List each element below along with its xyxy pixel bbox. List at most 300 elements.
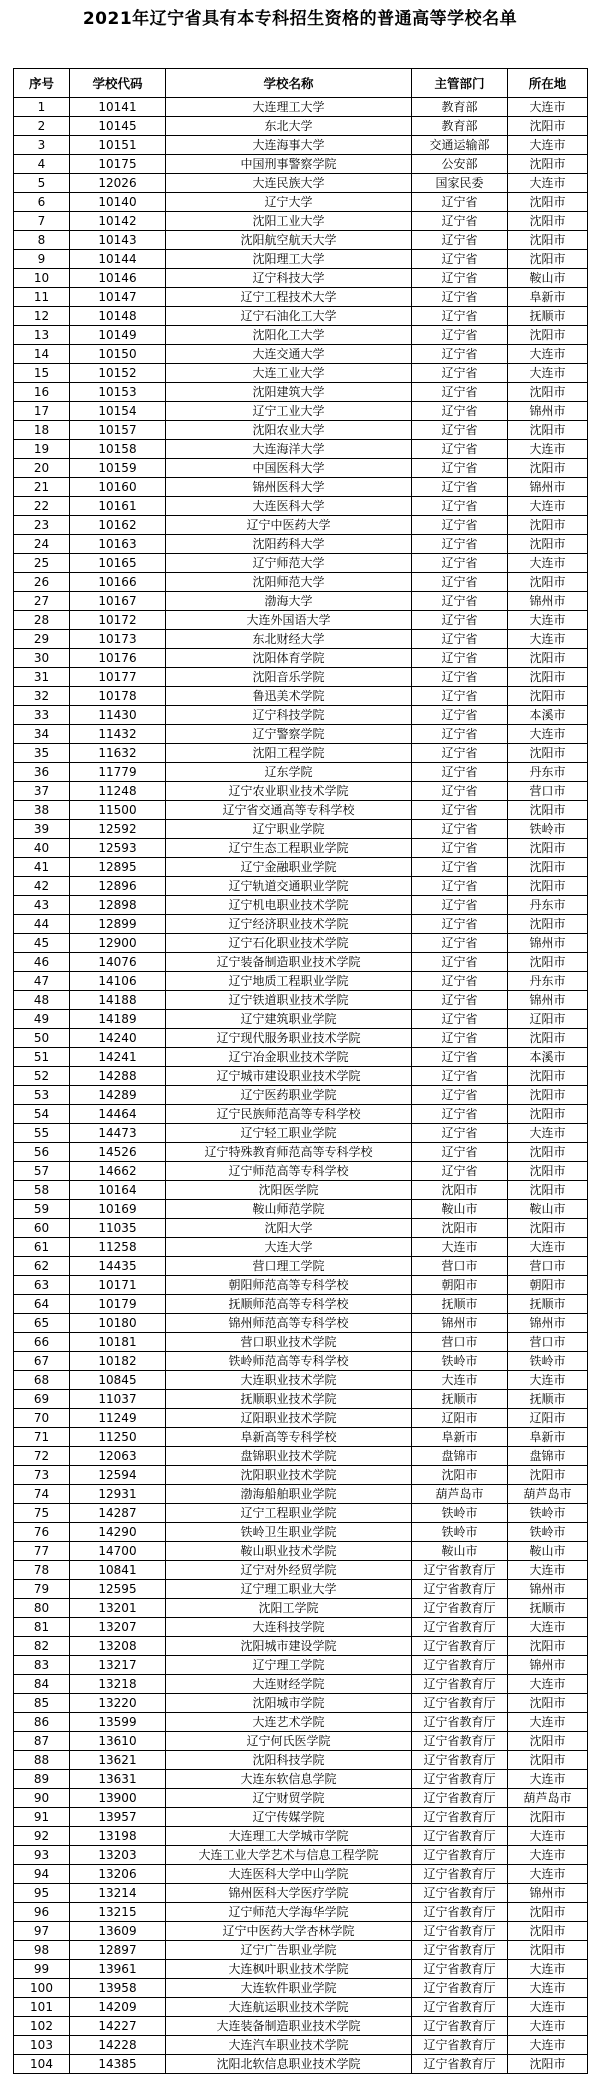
table-row [14,725,588,744]
cell-city: 沈阳市 [508,668,588,687]
table-row [14,1447,588,1466]
cell-dept: 辽宁省教育厅 [412,1561,508,1580]
cell-dept: 辽宁省 [412,364,508,383]
table-row [14,2017,588,2036]
table-row [14,1732,588,1751]
cell-city: 葫芦岛市 [508,1789,588,1808]
cell-city: 大连市 [508,611,588,630]
cell-no: 85 [14,1694,70,1713]
cell-dept: 辽宁省 [412,402,508,421]
cell-dept: 辽宁省 [412,991,508,1010]
cell-name: 营口职业技术学院 [166,1333,412,1352]
cell-dept: 辽宁省教育厅 [412,1846,508,1865]
cell-city: 锦州市 [508,934,588,953]
cell-dept: 辽宁省 [412,972,508,991]
cell-name: 阜新高等专科学校 [166,1428,412,1447]
cell-name: 辽宁传媒学院 [166,1808,412,1827]
cell-code: 13203 [70,1846,166,1865]
table-row [14,972,588,991]
cell-no: 19 [14,440,70,459]
table-row [14,1409,588,1428]
cell-code: 10158 [70,440,166,459]
cell-name: 辽宁工程技术大学 [166,288,412,307]
table-row [14,801,588,820]
cell-name: 抚顺职业技术学院 [166,1390,412,1409]
cell-code: 13207 [70,1618,166,1637]
cell-code: 13621 [70,1751,166,1770]
cell-code: 10164 [70,1181,166,1200]
cell-dept: 沈阳市 [412,1219,508,1238]
cell-name: 辽宁工程职业学院 [166,1504,412,1523]
table-row [14,117,588,136]
cell-name: 沈阳医学院 [166,1181,412,1200]
cell-no: 8 [14,231,70,250]
cell-no: 36 [14,763,70,782]
cell-city: 沈阳市 [508,1922,588,1941]
cell-name: 辽宁农业职业技术学院 [166,782,412,801]
cell-code: 11249 [70,1409,166,1428]
cell-code: 10159 [70,459,166,478]
cell-no: 54 [14,1105,70,1124]
cell-city: 沈阳市 [508,1029,588,1048]
cell-no: 97 [14,1922,70,1941]
cell-no: 60 [14,1219,70,1238]
table-row [14,1808,588,1827]
table-row [14,687,588,706]
cell-code: 10167 [70,592,166,611]
cell-no: 94 [14,1865,70,1884]
cell-no: 77 [14,1542,70,1561]
cell-code: 10145 [70,117,166,136]
table-row [14,1162,588,1181]
cell-dept: 辽宁省 [412,497,508,516]
cell-dept: 辽宁省 [412,478,508,497]
cell-name: 辽宁何氏医学院 [166,1732,412,1751]
cell-dept: 辽宁省 [412,516,508,535]
cell-code: 13198 [70,1827,166,1846]
cell-city: 大连市 [508,1960,588,1979]
cell-dept: 营口市 [412,1333,508,1352]
cell-no: 81 [14,1618,70,1637]
table-row [14,288,588,307]
cell-dept: 辽宁省 [412,250,508,269]
cell-city: 锦州市 [508,1656,588,1675]
cell-no: 96 [14,1903,70,1922]
cell-dept: 辽宁省 [412,630,508,649]
cell-no: 102 [14,2017,70,2036]
cell-no: 104 [14,2055,70,2074]
cell-name: 大连医科大学 [166,497,412,516]
cell-city: 鞍山市 [508,1542,588,1561]
cell-city: 沈阳市 [508,231,588,250]
cell-city: 沈阳市 [508,383,588,402]
cell-code: 10171 [70,1276,166,1295]
cell-code: 13201 [70,1599,166,1618]
table-row [14,630,588,649]
cell-code: 10148 [70,307,166,326]
cell-dept: 辽宁省 [412,706,508,725]
cell-no: 45 [14,934,70,953]
cell-no: 28 [14,611,70,630]
cell-code: 10178 [70,687,166,706]
cell-name: 中国刑事警察学院 [166,155,412,174]
cell-no: 41 [14,858,70,877]
cell-no: 74 [14,1485,70,1504]
cell-code: 10150 [70,345,166,364]
table-row [14,1276,588,1295]
table-row [14,1789,588,1808]
cell-name: 大连航运职业技术学院 [166,1998,412,2017]
cell-no: 12 [14,307,70,326]
cell-no: 9 [14,250,70,269]
cell-code: 14289 [70,1086,166,1105]
table-row [14,820,588,839]
cell-no: 15 [14,364,70,383]
cell-dept: 辽宁省 [412,801,508,820]
cell-no: 61 [14,1238,70,1257]
cell-name: 辽宁铁道职业技术学院 [166,991,412,1010]
cell-code: 13215 [70,1903,166,1922]
cell-city: 本溪市 [508,706,588,725]
cell-dept: 辽宁省教育厅 [412,2055,508,2074]
cell-city: 沈阳市 [508,1143,588,1162]
cell-dept: 大连市 [412,1238,508,1257]
cell-city: 大连市 [508,440,588,459]
cell-dept: 辽宁省 [412,858,508,877]
cell-city: 大连市 [508,1238,588,1257]
cell-code: 10179 [70,1295,166,1314]
table-row [14,269,588,288]
cell-city: 铁岭市 [508,1504,588,1523]
cell-no: 11 [14,288,70,307]
cell-name: 辽宁金融职业学院 [166,858,412,877]
cell-code: 13961 [70,1960,166,1979]
cell-no: 33 [14,706,70,725]
cell-code: 14076 [70,953,166,972]
table-row [14,1941,588,1960]
cell-city: 沈阳市 [508,1808,588,1827]
cell-city: 沈阳市 [508,516,588,535]
cell-city: 鞍山市 [508,269,588,288]
cell-city: 沈阳市 [508,858,588,877]
cell-code: 13214 [70,1884,166,1903]
cell-code: 14435 [70,1257,166,1276]
cell-no: 56 [14,1143,70,1162]
table-row [14,1656,588,1675]
table-row [14,1599,588,1618]
cell-name: 沈阳职业技术学院 [166,1466,412,1485]
cell-no: 68 [14,1371,70,1390]
cell-city: 沈阳市 [508,1732,588,1751]
cell-no: 23 [14,516,70,535]
cell-dept: 辽宁省 [412,1048,508,1067]
cell-dept: 辽宁省 [412,820,508,839]
header-dept: 主管部门 [412,69,508,98]
cell-city: 丹东市 [508,896,588,915]
table-row [14,174,588,193]
cell-city: 铁岭市 [508,1523,588,1542]
cell-dept: 辽宁省教育厅 [412,2017,508,2036]
cell-code: 13958 [70,1979,166,1998]
cell-code: 10165 [70,554,166,573]
cell-code: 14227 [70,2017,166,2036]
cell-name: 沈阳体育学院 [166,649,412,668]
table-row [14,497,588,516]
cell-city: 葫芦岛市 [508,1485,588,1504]
cell-code: 10140 [70,193,166,212]
cell-city: 盘锦市 [508,1447,588,1466]
cell-no: 22 [14,497,70,516]
cell-name: 辽宁冶金职业技术学院 [166,1048,412,1067]
cell-dept: 辽宁省 [412,896,508,915]
cell-code: 10146 [70,269,166,288]
cell-city: 沈阳市 [508,193,588,212]
cell-no: 69 [14,1390,70,1409]
cell-city: 沈阳市 [508,839,588,858]
table-row [14,1618,588,1637]
table-row [14,1542,588,1561]
cell-name: 辽宁科技大学 [166,269,412,288]
cell-code: 12899 [70,915,166,934]
table-row [14,98,588,117]
cell-code: 13610 [70,1732,166,1751]
cell-city: 鞍山市 [508,1200,588,1219]
cell-no: 57 [14,1162,70,1181]
cell-city: 沈阳市 [508,155,588,174]
cell-city: 大连市 [508,1846,588,1865]
cell-city: 辽阳市 [508,1409,588,1428]
cell-no: 58 [14,1181,70,1200]
cell-dept: 辽宁省教育厅 [412,1618,508,1637]
cell-no: 84 [14,1675,70,1694]
table-row [14,231,588,250]
table-row [14,839,588,858]
cell-dept: 铁岭市 [412,1352,508,1371]
cell-code: 13208 [70,1637,166,1656]
cell-name: 辽宁师范大学 [166,554,412,573]
table-row [14,668,588,687]
cell-name: 大连艺术学院 [166,1713,412,1732]
header-name: 学校名称 [166,69,412,98]
cell-city: 抚顺市 [508,1295,588,1314]
cell-no: 27 [14,592,70,611]
cell-dept: 辽宁省 [412,725,508,744]
cell-city: 沈阳市 [508,1219,588,1238]
table-row [14,1694,588,1713]
cell-code: 12900 [70,934,166,953]
cell-dept: 辽宁省 [412,535,508,554]
header-code: 学校代码 [70,69,166,98]
cell-city: 营口市 [508,782,588,801]
cell-no: 76 [14,1523,70,1542]
cell-name: 沈阳大学 [166,1219,412,1238]
table-row [14,1010,588,1029]
table-row [14,1523,588,1542]
cell-code: 10177 [70,668,166,687]
cell-dept: 锦州市 [412,1314,508,1333]
cell-no: 37 [14,782,70,801]
table-row [14,345,588,364]
cell-city: 沈阳市 [508,326,588,345]
cell-city: 大连市 [508,1561,588,1580]
cell-dept: 阜新市 [412,1428,508,1447]
cell-code: 14464 [70,1105,166,1124]
table-row [14,991,588,1010]
cell-city: 沈阳市 [508,459,588,478]
cell-name: 辽宁警察学院 [166,725,412,744]
cell-dept: 辽宁省教育厅 [412,1865,508,1884]
cell-code: 10153 [70,383,166,402]
cell-code: 14240 [70,1029,166,1048]
cell-code: 12595 [70,1580,166,1599]
cell-no: 70 [14,1409,70,1428]
cell-city: 沈阳市 [508,953,588,972]
table-row [14,1219,588,1238]
cell-name: 沈阳工业大学 [166,212,412,231]
cell-no: 82 [14,1637,70,1656]
cell-no: 50 [14,1029,70,1048]
cell-name: 辽宁职业学院 [166,820,412,839]
cell-name: 鞍山职业技术学院 [166,1542,412,1561]
cell-city: 大连市 [508,364,588,383]
cell-code: 14473 [70,1124,166,1143]
cell-code: 10154 [70,402,166,421]
table-row [14,1371,588,1390]
table-row [14,1333,588,1352]
cell-code: 12594 [70,1466,166,1485]
table-row [14,1846,588,1865]
table-row [14,1561,588,1580]
cell-name: 辽宁机电职业技术学院 [166,896,412,915]
cell-code: 10157 [70,421,166,440]
cell-city: 锦州市 [508,592,588,611]
cell-dept: 辽宁省 [412,1086,508,1105]
cell-dept: 辽宁省 [412,763,508,782]
table-row [14,364,588,383]
cell-city: 抚顺市 [508,1390,588,1409]
cell-no: 90 [14,1789,70,1808]
school-table [13,68,588,2074]
cell-dept: 辽宁省 [412,744,508,763]
cell-name: 沈阳音乐学院 [166,668,412,687]
cell-name: 沈阳建筑大学 [166,383,412,402]
table-row [14,934,588,953]
cell-dept: 辽宁省 [412,1105,508,1124]
table-row [14,1295,588,1314]
cell-code: 11432 [70,725,166,744]
cell-dept: 辽宁省 [412,383,508,402]
cell-city: 大连市 [508,1675,588,1694]
cell-no: 3 [14,136,70,155]
cell-no: 2 [14,117,70,136]
cell-code: 11250 [70,1428,166,1447]
cell-no: 80 [14,1599,70,1618]
cell-city: 铁岭市 [508,820,588,839]
cell-name: 辽宁现代服务职业技术学院 [166,1029,412,1048]
table-row [14,1713,588,1732]
cell-dept: 辽宁省教育厅 [412,1979,508,1998]
table-row [14,1143,588,1162]
cell-name: 大连外国语大学 [166,611,412,630]
cell-code: 13609 [70,1922,166,1941]
cell-name: 沈阳药科大学 [166,535,412,554]
cell-name: 渤海大学 [166,592,412,611]
table-row [14,763,588,782]
cell-city: 大连市 [508,1998,588,2017]
cell-code: 10151 [70,136,166,155]
table-row [14,1428,588,1447]
cell-no: 83 [14,1656,70,1675]
cell-code: 14228 [70,2036,166,2055]
cell-name: 辽宁经济职业技术学院 [166,915,412,934]
cell-name: 大连大学 [166,1238,412,1257]
cell-name: 沈阳农业大学 [166,421,412,440]
cell-code: 13599 [70,1713,166,1732]
cell-city: 辽阳市 [508,1010,588,1029]
cell-no: 88 [14,1751,70,1770]
cell-code: 14700 [70,1542,166,1561]
cell-code: 12895 [70,858,166,877]
table-row [14,212,588,231]
cell-code: 11632 [70,744,166,763]
cell-city: 沈阳市 [508,1086,588,1105]
cell-no: 7 [14,212,70,231]
cell-city: 大连市 [508,98,588,117]
cell-city: 沈阳市 [508,1162,588,1181]
cell-city: 大连市 [508,554,588,573]
cell-name: 锦州医科大学 [166,478,412,497]
cell-no: 87 [14,1732,70,1751]
cell-name: 营口理工学院 [166,1257,412,1276]
table-row [14,1675,588,1694]
cell-dept: 沈阳市 [412,1181,508,1200]
cell-dept: 辽宁省 [412,782,508,801]
table-row [14,1922,588,1941]
cell-city: 营口市 [508,1333,588,1352]
cell-no: 51 [14,1048,70,1067]
cell-code: 13900 [70,1789,166,1808]
cell-name: 辽宁理工职业大学 [166,1580,412,1599]
cell-dept: 交通运输部 [412,136,508,155]
table-row [14,1200,588,1219]
cell-code: 10182 [70,1352,166,1371]
cell-dept: 辽宁省教育厅 [412,2036,508,2055]
cell-name: 辽宁大学 [166,193,412,212]
table-row [14,193,588,212]
cell-city: 大连市 [508,1865,588,1884]
cell-no: 99 [14,1960,70,1979]
cell-no: 98 [14,1941,70,1960]
cell-name: 沈阳工程学院 [166,744,412,763]
cell-dept: 辽宁省 [412,1124,508,1143]
cell-city: 沈阳市 [508,1466,588,1485]
cell-dept: 辽宁省 [412,440,508,459]
table-row [14,478,588,497]
cell-city: 沈阳市 [508,250,588,269]
cell-name: 辽宁城市建设职业技术学院 [166,1067,412,1086]
cell-code: 10161 [70,497,166,516]
table-row [14,326,588,345]
cell-dept: 辽宁省 [412,288,508,307]
cell-name: 大连医科大学中山学院 [166,1865,412,1884]
cell-code: 10152 [70,364,166,383]
cell-no: 89 [14,1770,70,1789]
cell-code: 10147 [70,288,166,307]
table-row [14,421,588,440]
cell-dept: 辽宁省教育厅 [412,1675,508,1694]
cell-name: 铁岭卫生职业学院 [166,1523,412,1542]
table-row [14,1979,588,1998]
